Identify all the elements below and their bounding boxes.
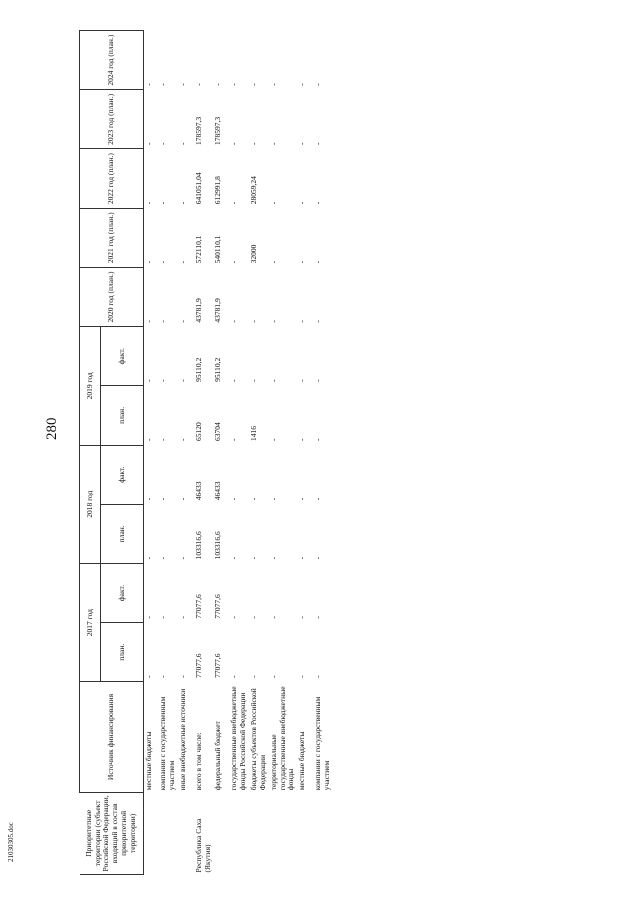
value-cell: - — [297, 142, 307, 145]
value-cell: - — [313, 616, 323, 619]
value-cell: - — [297, 497, 307, 501]
source-cell: компании с государственным участием — [313, 696, 332, 791]
header-2019-plan: план. — [101, 386, 144, 445]
table-row — [269, 31, 298, 875]
value-cell: 32000 — [249, 244, 259, 264]
value-cell: 178597,3 — [193, 116, 203, 145]
value-cell: - — [268, 201, 278, 205]
value-cell: - — [177, 260, 187, 264]
value-cell: 178597,3 — [213, 116, 223, 145]
header-year-2019: 2019 год — [80, 327, 101, 445]
value-cell: - — [229, 497, 239, 501]
value-cell: - — [268, 616, 278, 619]
territory-cell — [313, 792, 333, 874]
value-cell: 65120 — [193, 422, 203, 442]
value-cell: - — [144, 320, 153, 323]
value-cell: - — [268, 142, 278, 145]
value-cell: - — [297, 260, 307, 264]
value-cell: - — [229, 320, 239, 323]
value-cell: 612991,8 — [213, 176, 223, 205]
value-cell: - — [297, 616, 307, 619]
source-cell: государственные внебюджетные фонды Российской Федерации — [229, 686, 248, 791]
table-row — [178, 31, 194, 875]
value-cell: - — [177, 201, 187, 205]
value-cell: - — [249, 675, 259, 678]
financing-table — [79, 30, 333, 875]
value-cell: - — [268, 497, 278, 501]
header-2019-fact: факт. — [101, 327, 144, 386]
value-cell: - — [313, 201, 323, 205]
value-cell: - — [229, 556, 239, 560]
document-file-code: 21030305.doc — [7, 822, 15, 862]
value-cell: - — [144, 201, 153, 205]
territory-cell — [229, 792, 249, 874]
value-cell: - — [249, 83, 259, 86]
value-cell: - — [144, 379, 153, 382]
value-cell: 63704 — [213, 422, 223, 442]
table-row — [313, 31, 333, 875]
value-cell: - — [249, 379, 259, 382]
value-cell: - — [249, 556, 259, 560]
value-cell: - — [313, 379, 323, 382]
value-cell: - — [144, 497, 153, 501]
header-year-2017: 2017 год — [80, 563, 101, 681]
value-cell: - — [249, 142, 259, 145]
value-cell: - — [158, 616, 167, 619]
territory-cell: Республика Саха (Якутия) — [193, 818, 212, 873]
value-cell: 1416 — [249, 426, 259, 442]
header-2018-fact: факт. — [101, 445, 144, 504]
value-cell: - — [268, 556, 278, 560]
territory-cell — [178, 792, 194, 874]
value-cell: 43781,9 — [193, 298, 203, 323]
value-cell: - — [268, 379, 278, 382]
value-cell: 77077,6 — [213, 653, 223, 678]
value-cell: - — [177, 438, 187, 442]
table-row — [297, 31, 313, 875]
territory-cell — [297, 792, 313, 874]
value-cell: - — [229, 675, 239, 678]
value-cell: - — [268, 320, 278, 323]
value-cell: 77077,6 — [193, 653, 203, 678]
value-cell: - — [158, 142, 167, 145]
value-cell: - — [177, 616, 187, 619]
header-year-2022: 2022 год (план.) — [80, 149, 144, 208]
source-cell: территориальные государственные внебюджетные фонды — [268, 686, 296, 791]
value-cell: 77077,6 — [213, 594, 223, 619]
header-year-2020: 2020 год (план.) — [80, 267, 144, 326]
table-row — [144, 31, 159, 875]
value-cell: - — [313, 556, 323, 560]
value-cell: - — [213, 83, 223, 86]
value-cell: - — [144, 556, 153, 560]
value-cell: - — [249, 320, 259, 323]
value-cell: - — [297, 675, 307, 678]
value-cell: - — [313, 497, 323, 501]
source-cell: бюджеты субъектов Российской Федерации — [249, 688, 267, 791]
value-cell: - — [297, 438, 307, 442]
value-cell: - — [313, 142, 323, 145]
header-year-2023: 2023 год (план.) — [80, 90, 144, 149]
value-cell: - — [158, 201, 167, 205]
header-2017-plan: план. — [101, 623, 144, 682]
value-cell: - — [268, 83, 278, 86]
value-cell: - — [193, 83, 203, 86]
value-cell: - — [249, 616, 259, 619]
value-cell: 572110,1 — [193, 235, 203, 264]
table-row — [213, 31, 229, 875]
value-cell: 46433 — [193, 481, 203, 501]
value-cell: - — [144, 616, 153, 619]
header-source: Источник финансирования — [80, 682, 144, 792]
value-cell: 641051,04 — [193, 172, 203, 205]
value-cell: - — [177, 497, 187, 501]
source-cell: иные внебюджетные источники — [177, 688, 187, 791]
table-row — [158, 31, 178, 875]
value-cell: - — [177, 556, 187, 560]
rotated-table-wrapper — [79, 30, 597, 875]
header-territory: Приоритетные территории (субъект Российской Федерации, входящий в состав приоритетной территории) — [80, 792, 144, 874]
territory-cell — [213, 792, 229, 874]
value-cell: - — [158, 556, 167, 560]
value-cell: - — [158, 497, 167, 501]
table-body — [144, 31, 333, 875]
value-cell: - — [158, 438, 167, 442]
value-cell: 43781,9 — [213, 298, 223, 323]
value-cell: - — [177, 379, 187, 382]
value-cell: - — [297, 556, 307, 560]
value-cell: - — [297, 83, 307, 86]
value-cell: - — [177, 675, 187, 678]
table-header — [80, 31, 144, 875]
table-row — [229, 31, 249, 875]
value-cell: - — [268, 438, 278, 442]
value-cell: - — [229, 83, 239, 86]
value-cell: - — [158, 260, 167, 264]
value-cell: - — [268, 260, 278, 264]
value-cell: - — [177, 142, 187, 145]
page-number: 280 — [44, 417, 60, 440]
value-cell: - — [297, 379, 307, 382]
value-cell: - — [229, 616, 239, 619]
value-cell: - — [297, 320, 307, 323]
value-cell: 28059,24 — [249, 176, 259, 205]
value-cell: - — [144, 260, 153, 264]
value-cell: - — [313, 260, 323, 264]
source-cell: компании с государственным участием — [158, 696, 176, 791]
table-row — [194, 31, 214, 875]
value-cell: 95110,2 — [213, 357, 223, 382]
table-row — [249, 31, 269, 875]
value-cell: - — [297, 201, 307, 205]
value-cell: 103316,6 — [213, 531, 223, 560]
value-cell: 95110,2 — [193, 357, 203, 382]
value-cell: - — [229, 260, 239, 264]
value-cell: 103316,6 — [193, 531, 203, 560]
value-cell: - — [313, 320, 323, 323]
header-2017-fact: факт. — [101, 563, 144, 622]
source-cell: федеральный бюджет — [213, 721, 223, 791]
source-cell: всего в том числе: — [193, 732, 203, 791]
value-cell: - — [177, 320, 187, 323]
value-cell: - — [144, 83, 153, 86]
value-cell: - — [313, 438, 323, 442]
value-cell: - — [158, 320, 167, 323]
value-cell: - — [158, 675, 167, 678]
value-cell: - — [229, 438, 239, 442]
territory-cell — [144, 792, 159, 874]
value-cell: 46433 — [213, 481, 223, 501]
territory-cell — [249, 792, 269, 874]
source-cell: местные бюджеты — [144, 731, 153, 791]
value-cell: - — [313, 675, 323, 678]
territory-cell — [158, 792, 178, 874]
value-cell: - — [144, 438, 153, 442]
value-cell: - — [313, 83, 323, 86]
value-cell: - — [268, 675, 278, 678]
value-cell: - — [177, 83, 187, 86]
value-cell: - — [229, 201, 239, 205]
source-cell: местные бюджеты — [297, 731, 307, 791]
value-cell: - — [158, 83, 167, 86]
value-cell: 77077,6 — [193, 594, 203, 619]
value-cell: 540110,1 — [213, 235, 223, 264]
value-cell: - — [144, 675, 153, 678]
territory-cell — [269, 792, 298, 874]
value-cell: - — [158, 379, 167, 382]
header-year-2024: 2024 год (план.) — [80, 31, 144, 90]
header-year-2018: 2018 год — [80, 445, 101, 563]
value-cell: - — [144, 142, 153, 145]
header-year-2021: 2021 год (план.) — [80, 208, 144, 267]
header-2018-plan: план. — [101, 504, 144, 563]
value-cell: - — [229, 379, 239, 382]
value-cell: - — [229, 142, 239, 145]
value-cell: - — [249, 497, 259, 501]
